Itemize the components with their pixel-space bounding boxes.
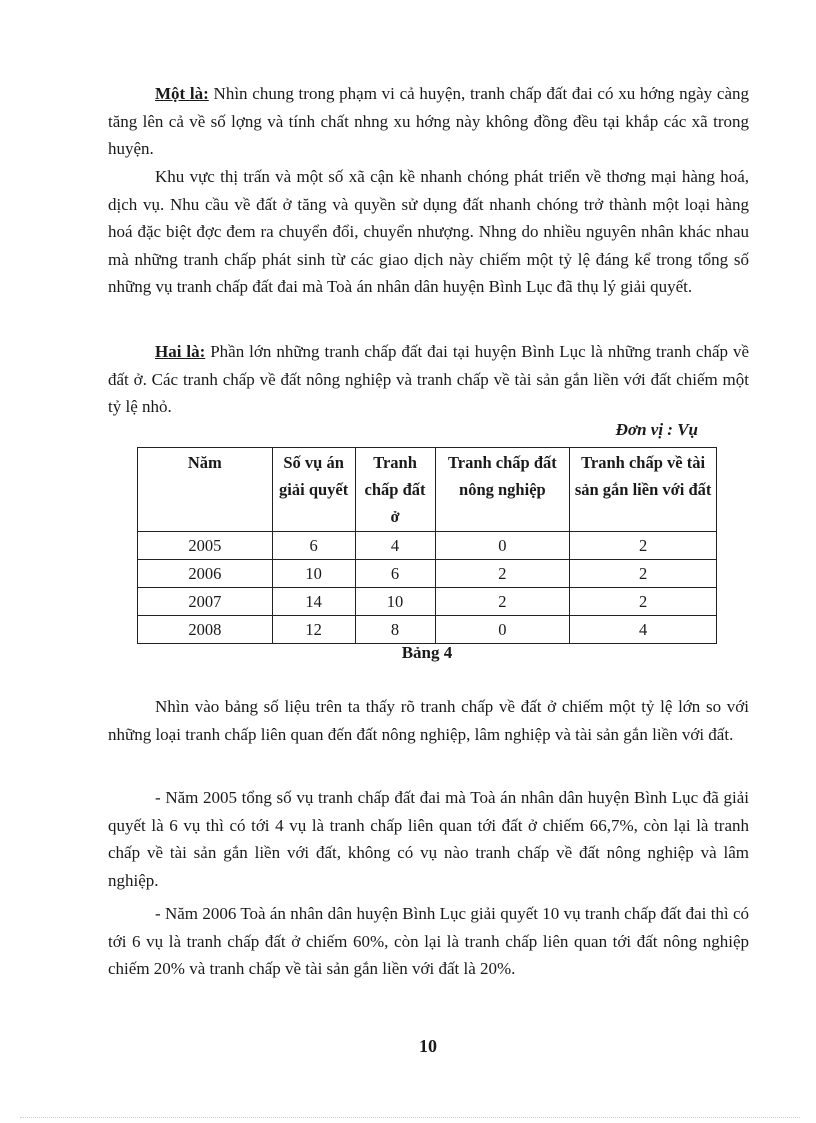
- table-cell: 14: [272, 588, 355, 616]
- table-header-cell: Tranh chấp đất nông nghiệp: [435, 448, 570, 532]
- paragraph-khu-vuc: Khu vực thị trấn và một số xã cận kề nhanh chóng phát triển về thơng mại hàng hoá, dịch vụ. Nhu cầu về đất ở tăng và quyền sử dụng đất nhanh chóng trở thành một loại hàng hoá đặc biệt đợc đem ra chuyển đổi, chuyển nhượng. Nhng do nhiều nguyên nhân khác nhau mà những tranh chấp phát sinh từ các giao dịch này chiếm một tỷ lệ đáng kể trong tổng số những vụ tranh chấp đất đai mà Toà án nhân dân huyện Bình Lục đã thụ lý giải quyết.: [108, 167, 749, 296]
- table-cell: 4: [570, 616, 717, 644]
- table-cell: 2008: [138, 616, 273, 644]
- table-cell: 2: [570, 588, 717, 616]
- table-cell: 6: [355, 560, 435, 588]
- table-cell: 6: [272, 532, 355, 560]
- dispute-table: [137, 447, 717, 644]
- paragraph-text: Nhìn chung trong phạm vi cả huyện, tranh chấp đất đai có xu hớng ngày càng tăng lên cả về số lợng và tính chất nhng xu hớng này không đồng đều tại khắp các xã trong huyện.: [108, 84, 749, 158]
- table-cell: 2: [435, 560, 570, 588]
- page-divider: [20, 1117, 800, 1118]
- paragraph-nam-2005: - Năm 2005 tổng số vụ tranh chấp đất đai mà Toà án nhân dân huyện Bình Lục đã giải quyết là 6 vụ thì có tới 4 vụ là tranh chấp liên quan tới đất ở chiếm 66,7%, còn lại là tranh chấp về tài sản gắn liền với đất, không có vụ nào tranh chấp về đất nông nghiệp và lâm nghiệp.: [108, 788, 749, 890]
- paragraph-nam-2006: - Năm 2006 Toà án nhân dân huyện Bình Lục giải quyết 10 vụ tranh chấp đất đai thì có tới 6 vụ là tranh chấp đất ở chiếm 60%, còn lại là tranh chấp liên quan tới đất nông nghiệp chiếm 20% và tranh chấp về tài sản gắn liền với đất là 20%.: [108, 904, 749, 978]
- paragraph-lead-hai-la: Hai là:: [155, 342, 206, 361]
- unit-label: Đơn vị : Vụ: [615, 420, 698, 439]
- table-cell: 2: [570, 532, 717, 560]
- table-header-cell: Tranh chấp về tài sản gắn liền với đất: [570, 448, 717, 532]
- table-header-cell: Tranh chấp đất ở: [355, 448, 435, 532]
- table-caption: Bảng 4: [401, 643, 453, 662]
- table-row: [138, 588, 717, 616]
- table-cell: 10: [355, 588, 435, 616]
- table-cell: 4: [355, 532, 435, 560]
- table-row: [138, 560, 717, 588]
- table-cell: 2005: [138, 532, 273, 560]
- table-header-row: [138, 448, 717, 532]
- paragraph-hai-la: [108, 338, 749, 421]
- table-header-cell: Số vụ án giải quyết: [272, 448, 355, 532]
- table-cell: 12: [272, 616, 355, 644]
- paragraph-mot-la: [108, 80, 749, 163]
- table-cell: 2007: [138, 588, 273, 616]
- table-header-cell: Năm: [138, 448, 273, 532]
- table-cell: 0: [435, 616, 570, 644]
- table-cell: 2006: [138, 560, 273, 588]
- table-cell: 2: [435, 588, 570, 616]
- table-cell: 8: [355, 616, 435, 644]
- paragraph-nhin-vao: Nhìn vào bảng số liệu trên ta thấy rõ tranh chấp về đất ở chiếm một tỷ lệ lớn so với những loại tranh chấp liên quan đến đất nông nghiệp, lâm nghiệp và tài sản gắn liền với đất.: [108, 697, 749, 744]
- table-row: [138, 616, 717, 644]
- table-row: [138, 532, 717, 560]
- table-cell: 10: [272, 560, 355, 588]
- page-number: 10: [419, 1036, 437, 1056]
- paragraph-text: Phần lớn những tranh chấp đất đai tại huyện Bình Lục là những tranh chấp về đất ở. Các tranh chấp về đất nông nghiệp và tranh chấp về tài sản gắn liền với đất chiếm một tỷ lệ nhỏ.: [108, 342, 749, 416]
- table-cell: 2: [570, 560, 717, 588]
- table-cell: 0: [435, 532, 570, 560]
- paragraph-lead-mot-la: Một là:: [155, 84, 209, 103]
